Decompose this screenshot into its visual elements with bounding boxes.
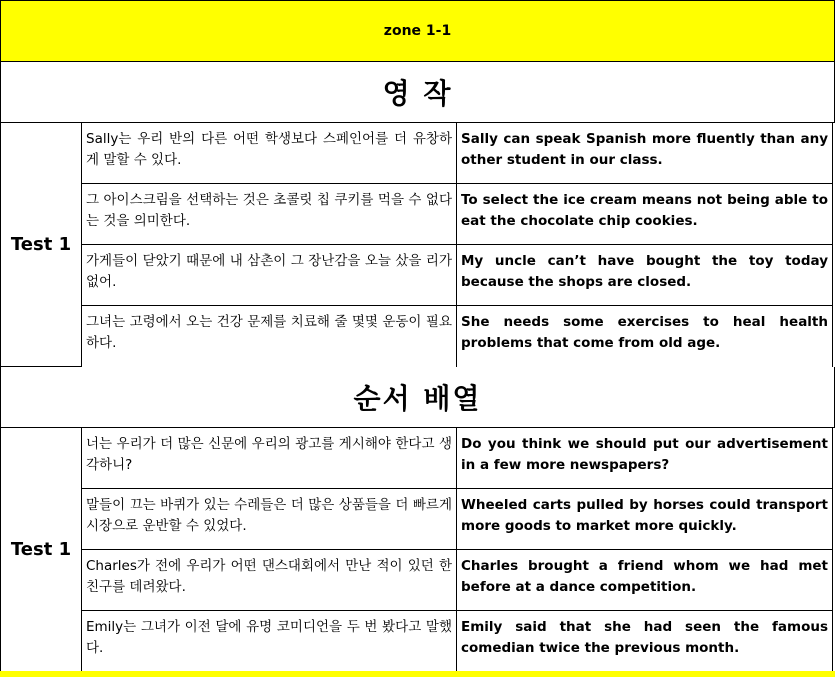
sentence-rows — [82, 428, 833, 673]
table-row — [82, 428, 833, 489]
section-title-ordering — [0, 367, 835, 428]
zone-header — [0, 0, 835, 62]
table-row — [82, 550, 833, 611]
test-label-text: Test 1 — [10, 539, 72, 560]
korean-sentence: 그녀는 고령에서 오는 건강 문제를 치료해 줄 몇몇 운동이 필요하다. — [82, 306, 457, 367]
table-row — [82, 245, 833, 306]
korean-sentence: 그 아이스크림을 선택하는 것은 초콜릿 칩 쿠키를 먹을 수 없다는 것을 의미한다. — [82, 184, 457, 244]
section-title-text: 영 작 — [382, 77, 453, 110]
section-block-composition — [0, 123, 833, 367]
test-label-text: Test 1 — [10, 234, 72, 255]
table-row — [82, 611, 833, 673]
section-block-ordering — [0, 428, 833, 672]
english-sentence: Emily said that she had seen the famous comedian twice the previous month. — [457, 611, 833, 672]
korean-sentence: 가게들이 닫았기 때문에 내 삼촌이 그 장난감을 오늘 샀을 리가 없어. — [82, 245, 457, 305]
english-sentence: Do you think we should put our advertisement in a few more newspapers? — [457, 428, 833, 488]
korean-sentence: Sally는 우리 반의 다른 어떤 학생보다 스페인어를 더 유창하게 말할 수 있다. — [82, 123, 457, 183]
section-title-text: 순서 배열 — [353, 382, 482, 415]
table-row — [82, 184, 833, 245]
english-sentence: To select the ice cream means not being able to eat the chocolate chip cookies. — [457, 184, 833, 244]
table-row — [82, 123, 833, 184]
english-sentence: She needs some exercises to heal health problems that come from old age. — [457, 306, 833, 367]
test-label — [0, 428, 82, 672]
table-row — [82, 306, 833, 368]
korean-sentence: 말들이 끄는 바퀴가 있는 수레들은 더 많은 상품들을 더 빠르게 시장으로 운반할 수 있었다. — [82, 489, 457, 549]
test-label — [0, 123, 82, 367]
english-sentence: Sally can speak Spanish more fluently than any other student in our class. — [457, 123, 833, 183]
english-sentence: Wheeled carts pulled by horses could transport more goods to market more quickly. — [457, 489, 833, 549]
table-row — [82, 489, 833, 550]
bottom-highlight-bar — [0, 671, 835, 677]
korean-sentence: 너는 우리가 더 많은 신문에 우리의 광고를 게시해야 한다고 생각하니? — [82, 428, 457, 488]
english-sentence: Charles brought a friend whom we had met before at a dance competition. — [457, 550, 833, 610]
korean-sentence: Emily는 그녀가 이전 달에 유명 코미디언을 두 번 봤다고 말했다. — [82, 611, 457, 672]
korean-sentence: Charles가 전에 우리가 어떤 댄스대회에서 만난 적이 있던 한 친구를 데려왔다. — [82, 550, 457, 610]
zone-label: zone 1-1 — [383, 23, 452, 39]
sentence-rows — [82, 123, 833, 368]
english-sentence: My uncle can’t have bought the toy today because the shops are closed. — [457, 245, 833, 305]
section-title-composition — [0, 62, 835, 123]
